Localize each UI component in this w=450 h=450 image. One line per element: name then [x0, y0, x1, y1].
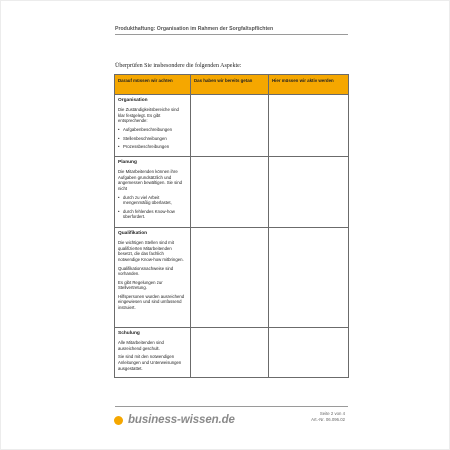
checklist-table	[114, 74, 349, 378]
row-bullet: • Prozessbeschreibungen	[118, 144, 187, 150]
row-bullet: • Stellenbeschreibungen	[118, 136, 187, 142]
page-number: Seite 2 von 4	[319, 411, 345, 416]
article-number: Art.-Nr. 06.096.02	[311, 417, 345, 423]
row-bullet: • Aufgabenbeschreibungen	[118, 127, 187, 133]
header-divider	[115, 34, 348, 35]
business-wissen-logo	[114, 414, 235, 426]
todo-cell[interactable]	[269, 328, 349, 378]
row-text: Es gibt Regelungen zur Stellvertretung.	[118, 279, 163, 291]
row-criteria-cell	[115, 95, 191, 157]
logo-text: business-wissen.de	[128, 414, 235, 426]
done-cell[interactable]	[191, 328, 269, 378]
logo-dot-icon	[114, 416, 123, 425]
page-info	[311, 411, 345, 424]
row-text: Alle Mitarbeitenden sind ausreichend geschult.	[118, 340, 164, 351]
row-text: Sie sind mit den notwendigen Anleitungen und Unterweisungen ausgestattet.	[118, 354, 182, 371]
document-header-title: Produkthaftung: Organisation im Rahmen der Sorgfaltspflichten	[115, 26, 274, 32]
todo-cell[interactable]	[269, 157, 349, 228]
done-cell[interactable]	[191, 95, 269, 157]
footer-divider	[115, 406, 348, 407]
row-criteria-cell	[115, 157, 191, 228]
column-header-aktiv: Hier müssen wir aktiv werden	[269, 75, 349, 95]
row-title: Organisation	[118, 98, 148, 103]
done-cell[interactable]	[191, 157, 269, 228]
done-cell[interactable]	[191, 228, 269, 328]
table-header-row	[115, 75, 349, 95]
todo-cell[interactable]	[269, 228, 349, 328]
intro-text: Überprüfen Sie insbesondere die folgenden Aspekte:	[115, 63, 242, 69]
row-bullet: • durch zu viel Arbeit mengenmäßig überlastet,	[118, 195, 187, 206]
table-row	[115, 328, 349, 378]
row-text: Die wichtigen Stellen sind mit qualifizierten Mitarbeitenden besetzt, die das fachlich notwendige Know-how mitbringen.	[118, 240, 184, 262]
row-text: Die Zuständigkeitsbereiche sind klar festgelegt. Es gibt entsprechende:	[118, 107, 179, 124]
row-text: Qualifikationsnachweise sind vorhanden.	[118, 265, 174, 277]
row-text: Die Mitarbeitenden können ihre Aufgaben grundsätzlich und angemessen bewältigen. Sie sind nicht	[118, 169, 183, 191]
row-bullet: • durch fehlendes Know-how überfordert.	[118, 209, 187, 220]
row-title: Schulung	[118, 331, 140, 336]
row-criteria-cell	[115, 228, 191, 328]
table-row	[115, 157, 349, 228]
row-title: Qualifikation	[118, 231, 148, 236]
row-title: Planung	[118, 160, 137, 165]
todo-cell[interactable]	[269, 95, 349, 157]
column-header-achten: Darauf müssen wir achten	[115, 75, 191, 95]
row-text: Hilfspersonen wurden ausreichend eingewiesen und sind umfassend instruiert.	[118, 293, 185, 311]
table-row	[115, 228, 349, 328]
column-header-getan: Das haben wir bereits getan	[191, 75, 269, 95]
table-row	[115, 95, 349, 157]
row-criteria-cell	[115, 328, 191, 378]
